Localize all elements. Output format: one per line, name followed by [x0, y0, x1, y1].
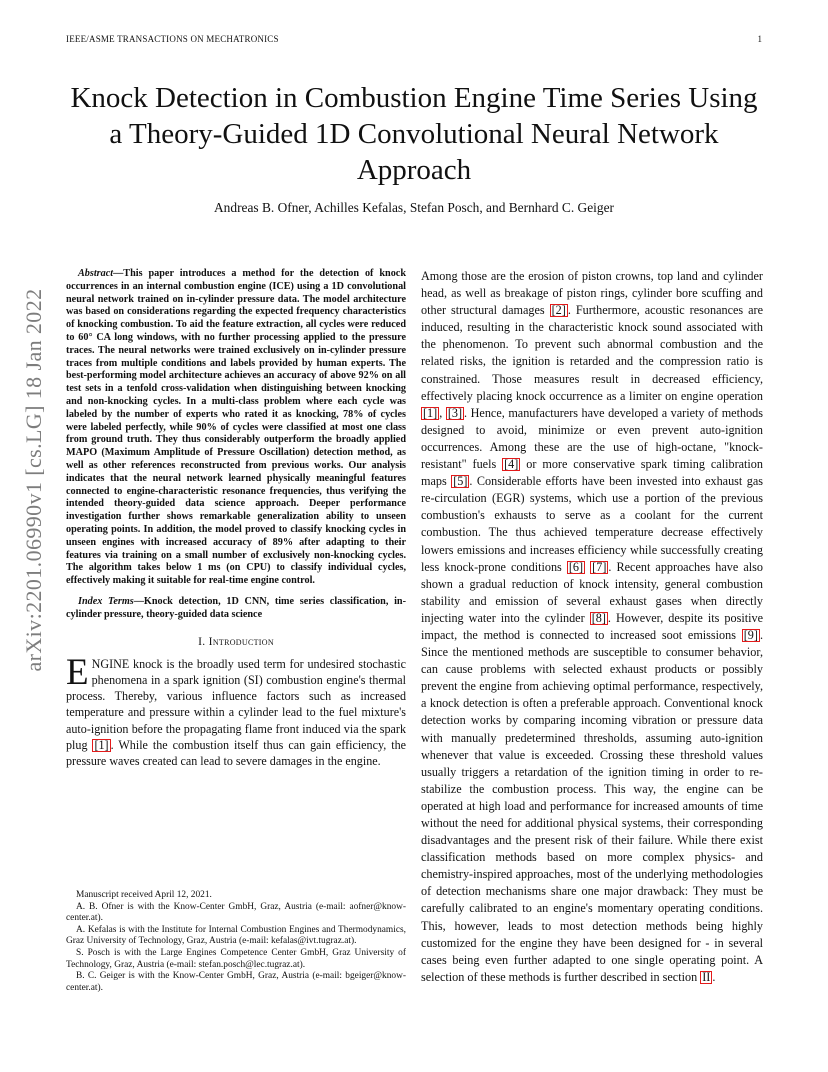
intro-lead-word: NGINE — [91, 656, 130, 671]
footnote: A. Kefalas is with the Institute for Internal Combustion Engines and Thermodynamics, Graz University of Technology, Graz, Austria (e-mail: kefalas@ivt.tugraz.at). — [66, 924, 406, 947]
page-number: 1 — [757, 34, 762, 44]
body-text-segment: . Considerable efforts have been invested into exhaust gas re-circulation (EGR) systems, which use a portion of the previous combustion's exhausts to serve as a coolant for the current combustion. The thus achieved temperature decrease effectively lowers emissions and increases efficiency while successfully creating less knock-prone conditions — [421, 474, 763, 574]
footnote: B. C. Geiger is with the Know-Center GmbH, Graz, Austria (e-mail: bgeiger@know-center.at). — [66, 971, 406, 993]
body-text-segment: . However, despite its positive impact, the method is connected to increased soot emissions — [421, 610, 763, 642]
body-text-segment: , — [439, 405, 446, 420]
body-text-segment: . Since the mentioned methods are susceptible to consumer behavior, can cause problems with selected exhaust products or possibly prevent the engine from achieving optimal performance, respectively, a knock detection is often a preferable approach. Conventional knock detection works by comparing incoming vibration or pressure data with manually predetermined thresholds, assuming auto-ignition whenever that value is exceeded. Crossing these threshold values usually triggers a retardation of the ignition timing in order to re-stabilize the combustion process. This way, the engine can be operated at high load and performance for increased amounts of time without the need for additional physical systems, their corresponding disadvantages and the present risk of their failure. While there exist classification methods based on more complex physics- and chemistry-inspired approaches, most of the underlying methodologies of detection mechanisms share one major drawback: They must be carefully calibrated to an engine's momentary operating conditions. This, however, leads to most detection methods being highly customized for the engine they have been designed for - in several cases being even further adapted to one single operating point. A selection of these methods is further described in section — [421, 627, 763, 984]
index-terms-dash: — — [133, 595, 144, 607]
left-column — [66, 268, 406, 770]
citation-link[interactable]: [5] — [453, 474, 468, 489]
section-reference-link[interactable]: II — [702, 969, 711, 984]
citation-link[interactable]: [6] — [568, 559, 584, 574]
intro-text: knock is the broadly used term for undesired stochastic phenomena in a spark ignition (SI) combustion engine's thermal process. Thereby, various influence factors such as increased temperature and pressure within a cylinder lead to the fuel mixture's auto-ignition before the propagating flame front induced via the spark plug — [66, 656, 406, 752]
citation-link[interactable]: [4] — [504, 457, 519, 472]
footnotes — [66, 890, 406, 994]
intro-text-end: . While the combustion itself thus can gain efficiency, the pressure waves created can lead to severe damages in the engine. — [66, 738, 406, 769]
arxiv-stamp[interactable] — [14, 290, 54, 670]
abstract-label: Abstract — [78, 268, 114, 279]
section-number: I. — [198, 634, 209, 648]
abstract-text: This paper introduces a method for the detection of knock occurrences in an internal combustion engine (ICE) using a 1D convolutional neural network trained on in-cylinder pressure data. The model architecture was based on considerations regarding the expected frequency characteristics of knocking combustion. To aid the feature extraction, all cycles were reduced to 60° CA long windows, with no further processing applied to the pressure traces. The neural networks were trained exclusively on in-cylinder pressure traces from multiple conditions and labels provided by human experts. The best-performing model architecture achieves an accuracy of above 92% on all test sets in a tenfold cross-validation when distinguishing between knocking and non-knocking cycles. In a multi-class problem where each cycle was labeled by the number of experts who rated it as knocking, 78% of cycles were labeled perfectly, while 90% of cycles were classified at most one class from ground truth. They thus considerably outperform the broadly applied MAPO (Maximum Amplitude of Pressure Oscillation) detection method, as well as other references reconstructed from previous works. Our analysis indicates that the neural network learned physically meaningful features connected to engine-characteristic resonance frequencies, thus verifying the intended theory-guided data science approach. Deeper performance investigation further shows remarkable generalization ability to unseen operating points. In addition, the model proved to classify knocking cycles in unseen engines with increased accuracy of 89% after adapting to their features via training on a small number of exclusively non-knocking cycles. The algorithm takes below 1 ms (on CPU) to classify individual cycles, effectively making it suitable for real-time engine control. — [66, 268, 406, 587]
citation-link[interactable]: [1] — [423, 405, 438, 420]
author-list: Andreas B. Ofner, Achilles Kefalas, Stefan Posch, and Bernhard C. Geiger — [214, 200, 614, 215]
body-text-segment: . Furthermore, acoustic resonances are induced, resulting in the characteristic knock sound associated with the phenomenon. To prevent such abnormal combustion and the related risks, the ignition is retarded and the compression ratio is constrained. Those measures result in decreased efficiency, effectively placing knock occurrence as a limiter on engine operation — [421, 303, 763, 403]
body-text-segment: or more conservative spark timing calibration maps — [421, 457, 763, 489]
arxiv-stamp-text: arXiv:2201.06990v1 [cs.LG] 18 Jan 2022 — [21, 288, 46, 672]
body-text-segment: . — [712, 969, 716, 984]
paper-title: Knock Detection in Combustion Engine Time Series Using a Theory-Guided 1D Convolutional Neural Network Approach — [70, 82, 758, 186]
index-terms-label: Index Terms — [78, 595, 134, 607]
citation-link[interactable]: [1] — [94, 738, 109, 752]
footnote: Manuscript received April 12, 2021. — [76, 890, 212, 900]
intro-paragraph — [66, 651, 406, 770]
citation-link[interactable]: [7] — [592, 559, 607, 574]
title-block — [66, 80, 762, 216]
body-text-segment: . Hence, manufacturers have developed a variety of methods designed to avoid, minimize or even prevent auto-ignition occurrences. Among these are the use of high-octane, "knock-resistant" fuels — [421, 405, 764, 472]
abstract — [66, 268, 406, 588]
citation-link[interactable]: [8] — [591, 610, 606, 625]
body-paragraph — [421, 268, 763, 986]
citation-link[interactable]: [2] — [551, 303, 566, 318]
index-terms-text: Knock detection, 1D CNN, time series classification, in-cylinder pressure, theory-guided data science — [66, 595, 406, 620]
citation-link[interactable]: [3] — [447, 405, 463, 420]
right-column — [421, 268, 763, 986]
footnote: S. Posch is with the Large Engines Competence Center GmbH, Graz University of Technology, Graz, Austria (e-mail: stefan.posch@lec.tugraz.at). — [66, 947, 406, 970]
body-text-segment: Among those are the erosion of piston crowns, top land and cylinder head, as well as breakage of piston rings, cylinder bore scuffing and other structural damages — [421, 269, 763, 318]
running-head: IEEE/ASME TRANSACTIONS ON MECHATRONICS — [66, 34, 279, 44]
index-terms — [66, 596, 406, 622]
section-heading — [66, 634, 406, 650]
citation-link[interactable]: [9] — [743, 627, 758, 642]
body-text-segment: . Recent approaches have also shown a gradual reduction of knock intensity, general combustion stability and emission of several exhaust gases when directly injecting water into the cylinder — [421, 559, 764, 625]
abstract-dash: — — [113, 268, 124, 279]
footnote: A. B. Ofner is with the Know-Center GmbH, Graz, Austria (e-mail: aofner@know-center.at). — [66, 901, 406, 924]
section-title: Introduction — [208, 634, 274, 648]
dropcap-letter: E — [66, 651, 89, 693]
